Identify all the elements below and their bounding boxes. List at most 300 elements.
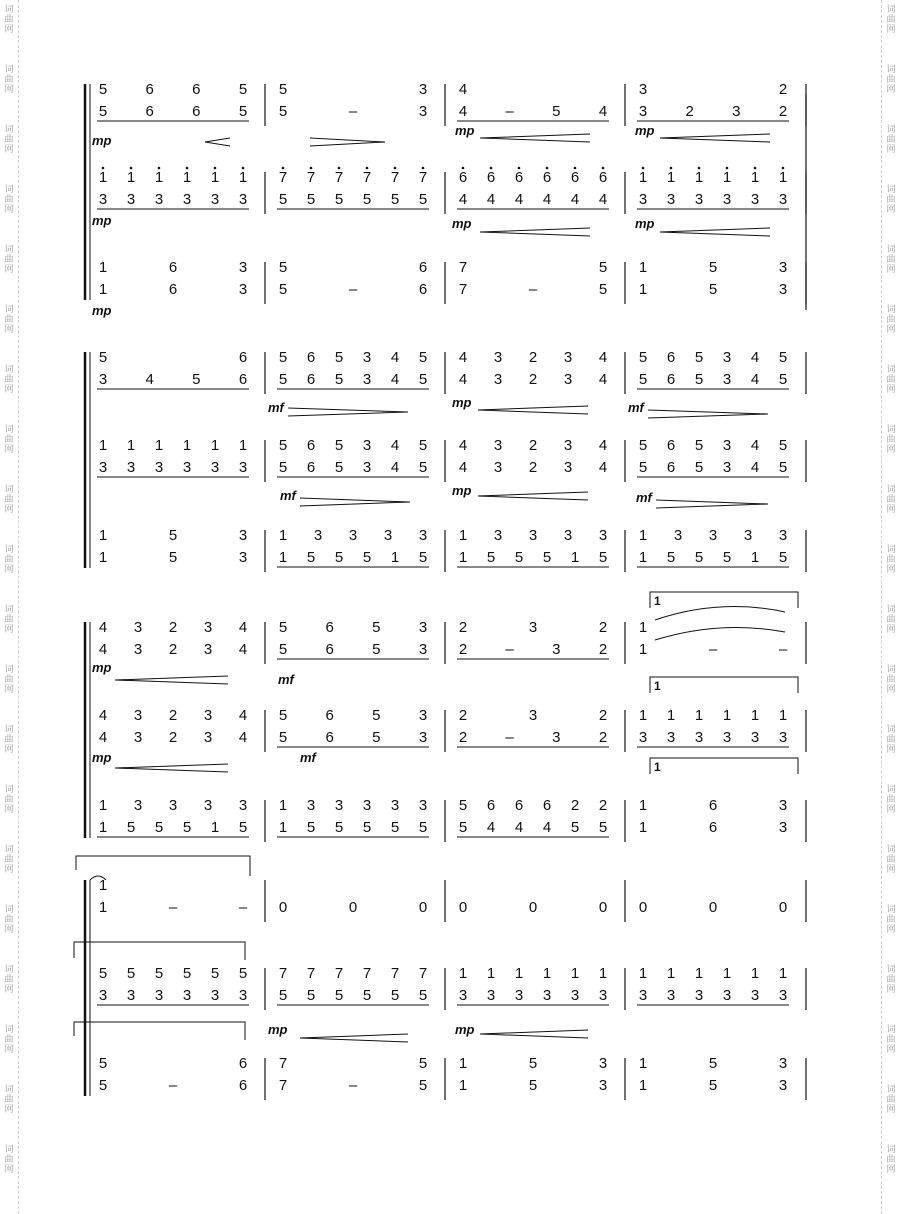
note-digit: 7 xyxy=(306,169,316,186)
tie-slur xyxy=(655,628,785,641)
note-digit: 4 xyxy=(238,619,248,636)
watermark-char: 词 xyxy=(886,4,896,14)
note-digit: 2 xyxy=(458,619,468,636)
dynamic-mp: mp xyxy=(92,660,112,675)
note-digit: 5 xyxy=(708,259,718,276)
note-digit: 4 xyxy=(514,191,524,208)
note-digit: 5 xyxy=(278,103,288,120)
watermark-char: 曲 xyxy=(4,914,14,924)
watermark-char: 曲 xyxy=(4,974,14,984)
note-digit: 6 xyxy=(238,1055,248,1072)
note-digit: 5 xyxy=(278,191,288,208)
crescendo-hairpin xyxy=(480,228,590,236)
watermark-char: 词 xyxy=(886,124,896,134)
watermark-char: 曲 xyxy=(886,74,896,84)
watermark-char: 网 xyxy=(4,1104,14,1114)
watermark-char: 网 xyxy=(4,984,14,994)
note-digit: 4 xyxy=(486,191,496,208)
note-digit: 1 xyxy=(722,965,732,982)
octave-dot xyxy=(422,167,425,170)
note-digit: 5 xyxy=(154,965,164,982)
volta-label: 1 xyxy=(654,594,661,608)
note-digit: 6 xyxy=(325,641,334,658)
note-digit: 5 xyxy=(98,81,108,98)
watermark-char: 词 xyxy=(886,964,896,974)
octave-dot xyxy=(518,167,521,170)
volta-bracket xyxy=(650,592,798,608)
crescendo-hairpin xyxy=(660,134,770,142)
note-digit: 3 xyxy=(418,103,428,120)
note-digit: 6 xyxy=(514,169,524,186)
note-digit: 3 xyxy=(514,987,524,1004)
note-digit: 5 xyxy=(278,437,288,454)
watermark-char: 网 xyxy=(4,324,14,334)
watermark-char: 曲 xyxy=(4,314,14,324)
note-digit: 5 xyxy=(126,965,136,982)
decrescendo-hairpin xyxy=(288,408,408,416)
note-digit: 5 xyxy=(458,819,468,836)
crescendo-hairpin xyxy=(480,134,590,142)
note-digit: 4 xyxy=(458,437,468,454)
note-digit: 1 xyxy=(98,797,108,814)
note-digit: 5 xyxy=(418,1055,428,1072)
note-digit: 6 xyxy=(145,103,154,120)
note-digit: 1 xyxy=(570,965,580,982)
note-digit: 1 xyxy=(278,797,288,814)
watermark-char: 词 xyxy=(4,844,14,854)
tie-slur xyxy=(655,607,785,620)
dash-note: – xyxy=(168,1077,178,1094)
note-digit: 3 xyxy=(778,1077,788,1094)
note-digit: 1 xyxy=(98,899,108,916)
watermark-char: 网 xyxy=(886,24,896,34)
note-digit: 6 xyxy=(570,169,580,186)
note-digit: 2 xyxy=(598,729,608,746)
note-digit: 3 xyxy=(313,527,323,544)
note-digit: 2 xyxy=(778,103,788,120)
note-digit: 4 xyxy=(750,437,760,454)
note-digit: 1 xyxy=(98,437,108,454)
watermark-char: 曲 xyxy=(886,194,896,204)
note-digit: 3 xyxy=(98,459,108,476)
note-digit: 3 xyxy=(722,437,732,454)
note-digit: 3 xyxy=(98,371,108,388)
note-digit: 3 xyxy=(750,191,760,208)
dynamic-mp: mp xyxy=(92,303,112,318)
note-digit: 4 xyxy=(145,371,154,388)
note-digit: 3 xyxy=(238,549,248,566)
note-digit: 5 xyxy=(278,641,288,658)
note-digit: 1 xyxy=(154,437,164,454)
note-digit: 7 xyxy=(390,169,400,186)
note-digit: 3 xyxy=(182,987,192,1004)
watermark-char: 曲 xyxy=(886,554,896,564)
watermark-char: 词 xyxy=(886,784,896,794)
dash-note: – xyxy=(238,899,248,916)
note-digit: 5 xyxy=(458,797,468,814)
note-digit: 3 xyxy=(638,81,648,98)
note-digit: 3 xyxy=(348,527,358,544)
note-digit: 3 xyxy=(418,707,428,724)
note-digit: 3 xyxy=(552,729,561,746)
note-digit: 5 xyxy=(362,549,372,566)
watermark-char: 曲 xyxy=(886,254,896,264)
note-digit: 3 xyxy=(563,349,573,366)
watermark-char: 网 xyxy=(886,624,896,634)
note-digit: 1 xyxy=(638,641,648,658)
note-digit: 6 xyxy=(708,819,718,836)
note-digit: 4 xyxy=(458,191,468,208)
watermark-char: 网 xyxy=(886,504,896,514)
crescendo-hairpin xyxy=(480,1030,588,1038)
watermark-char: 词 xyxy=(886,64,896,74)
note-digit: 4 xyxy=(458,81,468,98)
note-digit: 1 xyxy=(458,549,468,566)
note-digit: 2 xyxy=(458,641,468,658)
note-digit: 2 xyxy=(458,729,468,746)
note-digit: 3 xyxy=(778,797,788,814)
watermark-char: 曲 xyxy=(886,1034,896,1044)
note-digit: 5 xyxy=(418,819,428,836)
crescendo-hairpin xyxy=(478,492,588,500)
note-digit: 4 xyxy=(486,819,496,836)
note-digit: 3 xyxy=(694,987,704,1004)
watermark-char: 词 xyxy=(886,424,896,434)
note-digit: 3 xyxy=(570,987,580,1004)
watermark-char: 网 xyxy=(4,564,14,574)
note-digit: 2 xyxy=(528,349,538,366)
note-digit: 6 xyxy=(486,169,496,186)
note-digit: 7 xyxy=(278,965,288,982)
watermark-char: 网 xyxy=(4,864,14,874)
note-digit: 3 xyxy=(133,619,143,636)
note-digit: 3 xyxy=(563,459,573,476)
watermark-char: 词 xyxy=(886,1084,896,1094)
note-digit: 1 xyxy=(126,437,136,454)
note-digit: 3 xyxy=(778,819,788,836)
note-digit: 3 xyxy=(418,527,428,544)
watermark-char: 网 xyxy=(886,444,896,454)
note-digit: 1 xyxy=(722,169,732,186)
watermark-char: 曲 xyxy=(4,74,14,84)
note-digit: 1 xyxy=(638,1055,648,1072)
note-digit: 5 xyxy=(418,191,428,208)
note-digit: 6 xyxy=(325,729,334,746)
note-digit: 3 xyxy=(563,437,573,454)
note-digit: 7 xyxy=(362,169,372,186)
watermark-char: 曲 xyxy=(886,314,896,324)
note-digit: 5 xyxy=(278,81,288,98)
note-digit: 5 xyxy=(418,1077,428,1094)
watermark-char: 词 xyxy=(4,904,14,914)
note-digit: 6 xyxy=(168,281,178,298)
note-digit: 5 xyxy=(126,819,136,836)
watermark-char: 网 xyxy=(886,324,896,334)
note-digit: 5 xyxy=(334,459,344,476)
note-digit: 0 xyxy=(348,899,358,916)
note-digit: 5 xyxy=(98,1077,108,1094)
note-digit: 5 xyxy=(362,191,372,208)
note-digit: 1 xyxy=(514,965,524,982)
note-digit: 4 xyxy=(598,437,608,454)
note-digit: 4 xyxy=(458,103,468,120)
octave-dot xyxy=(366,167,369,170)
note-digit: 3 xyxy=(528,527,538,544)
watermark-char: 网 xyxy=(886,744,896,754)
octave-dot xyxy=(158,167,161,170)
note-digit: 2 xyxy=(598,641,608,658)
watermark-char: 词 xyxy=(886,844,896,854)
note-digit: 0 xyxy=(638,899,648,916)
note-digit: 5 xyxy=(694,437,704,454)
watermark-char: 词 xyxy=(886,484,896,494)
note-digit: 5 xyxy=(372,641,381,658)
octave-dot xyxy=(546,167,549,170)
watermark-char: 曲 xyxy=(4,554,14,564)
note-digit: 5 xyxy=(528,1055,538,1072)
note-digit: 5 xyxy=(778,459,788,476)
note-digit: 5 xyxy=(334,987,344,1004)
note-digit: 3 xyxy=(362,459,372,476)
note-digit: 3 xyxy=(743,527,753,544)
note-digit: 5 xyxy=(98,103,108,120)
note-digit: 2 xyxy=(598,797,608,814)
note-digit: 5 xyxy=(278,729,288,746)
note-digit: 5 xyxy=(708,1077,718,1094)
note-digit: 5 xyxy=(570,819,580,836)
note-digit: 3 xyxy=(418,81,428,98)
dynamic-mf: mf xyxy=(628,400,644,415)
note-digit: 3 xyxy=(493,437,503,454)
dynamic-mp: mp xyxy=(452,216,472,231)
crescendo-hairpin xyxy=(478,406,588,414)
note-digit: 3 xyxy=(528,707,538,724)
note-digit: 3 xyxy=(666,987,676,1004)
note-digit: 3 xyxy=(778,987,788,1004)
note-digit: 2 xyxy=(778,81,788,98)
watermark-char: 网 xyxy=(886,1164,896,1174)
note-digit: 1 xyxy=(278,819,288,836)
note-digit: 2 xyxy=(458,707,468,724)
note-digit: 2 xyxy=(598,619,608,636)
note-digit: 4 xyxy=(390,459,400,476)
note-digit: 1 xyxy=(694,169,704,186)
octave-dot xyxy=(462,167,465,170)
note-digit: 5 xyxy=(306,191,316,208)
note-digit: 1 xyxy=(458,1055,468,1072)
note-digit: 1 xyxy=(598,965,608,982)
note-digit: 5 xyxy=(334,349,344,366)
note-digit: 0 xyxy=(278,899,288,916)
note-digit: 3 xyxy=(210,191,220,208)
watermark-char: 网 xyxy=(4,744,14,754)
note-digit: 5 xyxy=(98,965,108,982)
note-digit: 1 xyxy=(666,965,676,982)
note-digit: 6 xyxy=(145,81,154,98)
note-digit: 1 xyxy=(638,259,648,276)
note-digit: 3 xyxy=(154,191,164,208)
note-digit: 5 xyxy=(778,437,788,454)
watermark-char: 网 xyxy=(886,1044,896,1054)
note-digit: 6 xyxy=(168,259,178,276)
volta-label: 1 xyxy=(654,760,661,774)
note-digit: 1 xyxy=(778,707,788,724)
note-digit: 6 xyxy=(486,797,496,814)
note-digit: 5 xyxy=(390,819,400,836)
watermark-char: 词 xyxy=(4,664,14,674)
note-digit: 5 xyxy=(418,349,428,366)
note-digit: 7 xyxy=(278,1077,288,1094)
note-digit: 4 xyxy=(458,349,468,366)
note-digit: 3 xyxy=(722,459,732,476)
watermark-char: 曲 xyxy=(886,614,896,624)
note-digit: 1 xyxy=(750,169,760,186)
note-digit: 1 xyxy=(638,707,648,724)
note-digit: 3 xyxy=(154,987,164,1004)
note-digit: 4 xyxy=(238,641,248,658)
watermark-char: 词 xyxy=(886,724,896,734)
note-digit: 6 xyxy=(458,169,468,186)
note-digit: 0 xyxy=(778,899,788,916)
note-digit: 1 xyxy=(182,437,192,454)
note-digit: 2 xyxy=(528,459,538,476)
note-digit: 7 xyxy=(334,965,344,982)
note-digit: 5 xyxy=(778,371,788,388)
note-digit: 4 xyxy=(570,191,580,208)
note-digit: 2 xyxy=(528,371,538,388)
watermark-char: 网 xyxy=(886,564,896,574)
note-digit: 5 xyxy=(708,281,718,298)
note-digit: 3 xyxy=(552,641,561,658)
note-digit: 3 xyxy=(203,619,213,636)
note-digit: 5 xyxy=(334,819,344,836)
note-digit: 1 xyxy=(638,169,648,186)
note-digit: 3 xyxy=(383,527,393,544)
watermark-char: 网 xyxy=(886,984,896,994)
note-digit: 4 xyxy=(458,459,468,476)
note-digit: 1 xyxy=(638,819,648,836)
decrescendo-hairpin xyxy=(310,138,385,146)
note-digit: 1 xyxy=(458,527,468,544)
note-digit: 6 xyxy=(418,281,428,298)
octave-dot xyxy=(726,167,729,170)
watermark-char: 词 xyxy=(4,364,14,374)
note-digit: 6 xyxy=(542,169,552,186)
note-digit: 5 xyxy=(334,191,344,208)
note-digit: 1 xyxy=(98,281,108,298)
note-digit: 5 xyxy=(390,987,400,1004)
note-digit: 2 xyxy=(570,797,580,814)
note-digit: 3 xyxy=(778,259,788,276)
watermark-char: 词 xyxy=(4,604,14,614)
note-digit: 5 xyxy=(182,965,192,982)
dash-note: – xyxy=(348,281,358,298)
note-digit: 5 xyxy=(418,987,428,1004)
note-digit: 6 xyxy=(192,103,201,120)
note-digit: 6 xyxy=(192,81,201,98)
watermark-char: 网 xyxy=(4,804,14,814)
watermark-char: 词 xyxy=(886,304,896,314)
note-digit: 3 xyxy=(722,729,732,746)
watermark-char: 曲 xyxy=(886,794,896,804)
dash-note: – xyxy=(778,641,788,658)
note-digit: 3 xyxy=(203,729,213,746)
note-digit: 3 xyxy=(598,527,608,544)
watermark-char: 词 xyxy=(4,4,14,14)
note-digit: 5 xyxy=(694,459,704,476)
note-digit: 5 xyxy=(514,549,524,566)
note-digit: 3 xyxy=(133,729,143,746)
watermark-char: 网 xyxy=(886,1104,896,1114)
note-digit: 5 xyxy=(306,549,316,566)
note-digit: 7 xyxy=(334,169,344,186)
dynamic-mf: mf xyxy=(636,490,652,505)
note-digit: 5 xyxy=(598,819,608,836)
watermark-char: 网 xyxy=(886,864,896,874)
note-digit: 1 xyxy=(638,527,648,544)
note-digit: 3 xyxy=(203,707,213,724)
note-digit: 7 xyxy=(362,965,372,982)
dynamic-mf: mf xyxy=(268,400,284,415)
note-digit: 4 xyxy=(98,619,108,636)
note-digit: 2 xyxy=(168,707,178,724)
note-digit: 3 xyxy=(666,729,676,746)
note-digit: 5 xyxy=(278,987,288,1004)
note-digit: 6 xyxy=(325,707,334,724)
note-digit: 1 xyxy=(750,549,760,566)
note-digit: 1 xyxy=(98,169,108,186)
note-digit: 1 xyxy=(390,549,400,566)
dynamic-mf: mf xyxy=(300,750,316,765)
watermark-char: 网 xyxy=(886,144,896,154)
watermark-char: 词 xyxy=(886,664,896,674)
octave-dot xyxy=(242,167,245,170)
note-digit: 4 xyxy=(750,459,760,476)
note-digit: 4 xyxy=(598,459,608,476)
watermark-char: 曲 xyxy=(886,434,896,444)
note-digit: 1 xyxy=(278,549,288,566)
note-digit: 7 xyxy=(390,965,400,982)
watermark-char: 网 xyxy=(4,264,14,274)
watermark-char: 词 xyxy=(4,784,14,794)
note-digit: 3 xyxy=(334,797,344,814)
watermark-char: 词 xyxy=(886,604,896,614)
watermark-char: 词 xyxy=(886,904,896,914)
note-digit: 5 xyxy=(154,819,164,836)
watermark-char: 网 xyxy=(4,624,14,634)
note-digit: 1 xyxy=(278,527,288,544)
note-digit: 6 xyxy=(598,169,608,186)
note-digit: 5 xyxy=(238,819,248,836)
note-digit: 3 xyxy=(418,797,428,814)
watermark-char: 网 xyxy=(886,264,896,274)
note-digit: 3 xyxy=(778,527,788,544)
watermark-char: 网 xyxy=(4,24,14,34)
note-digit: 1 xyxy=(126,169,136,186)
watermark-char: 曲 xyxy=(886,134,896,144)
note-digit: 1 xyxy=(778,965,788,982)
bracket-line xyxy=(74,942,245,960)
note-digit: 5 xyxy=(552,103,561,120)
dash-note: – xyxy=(528,281,538,298)
note-digit: 5 xyxy=(528,1077,538,1094)
note-digit: 3 xyxy=(133,797,143,814)
watermark-char: 网 xyxy=(4,144,14,154)
note-digit: 3 xyxy=(126,987,136,1004)
decrescendo-hairpin xyxy=(656,500,768,508)
note-digit: 4 xyxy=(750,349,760,366)
note-digit: 5 xyxy=(372,619,381,636)
